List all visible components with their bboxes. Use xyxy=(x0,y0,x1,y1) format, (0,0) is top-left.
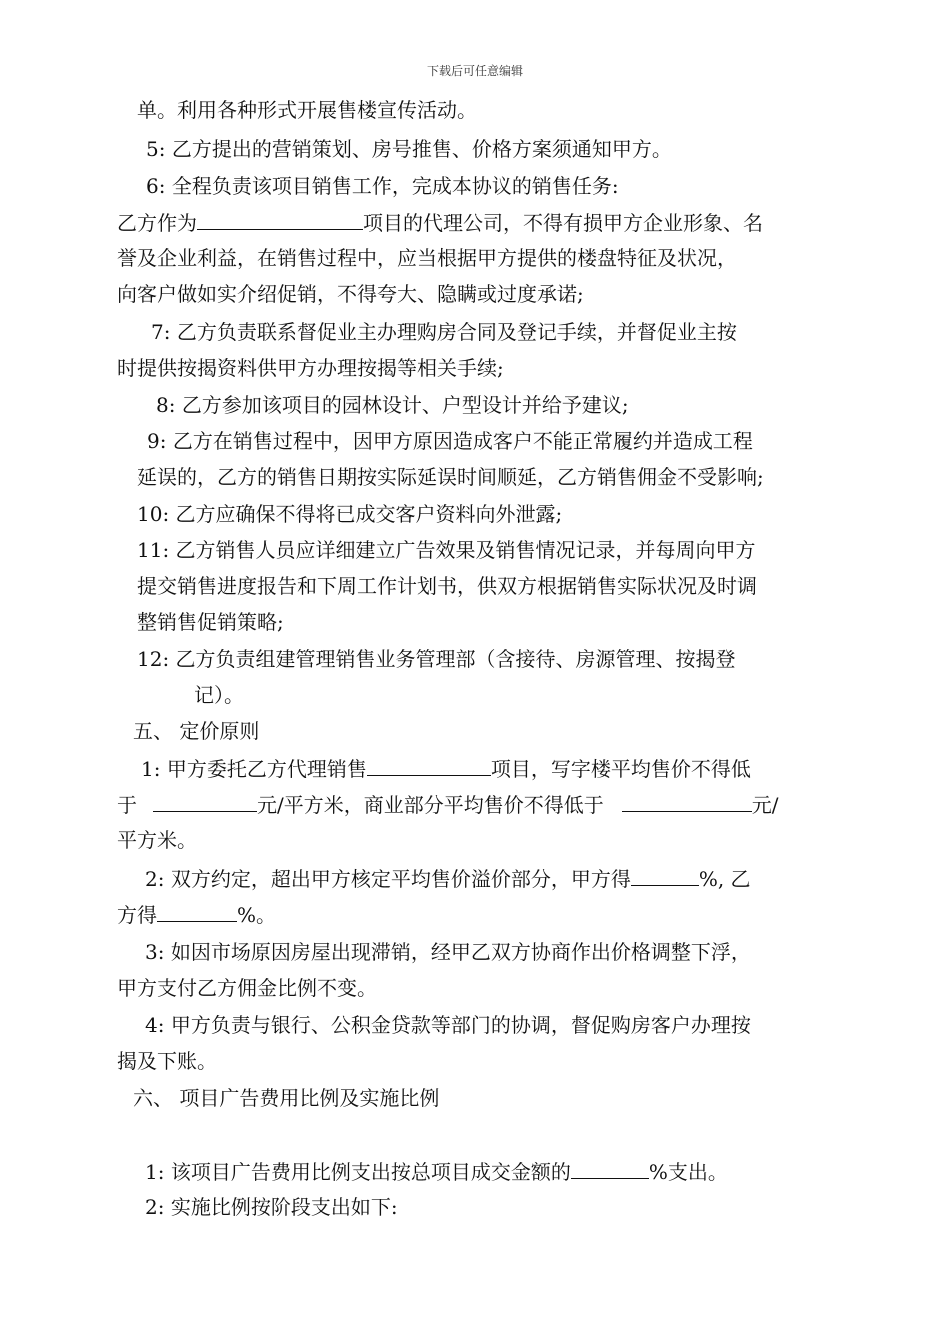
party-a-share-blank xyxy=(631,866,699,886)
pricing-clause-2 xyxy=(145,866,751,891)
text-line: 时提供按揭资料供甲方办理按揭等相关手续; xyxy=(117,356,504,380)
text-line xyxy=(117,210,763,235)
text-line: 单。利用各种形式开展售楼宣传活动。 xyxy=(137,98,477,122)
text-segment: 元/平方米，商业部分平均售价不得低于 xyxy=(257,793,604,817)
clause-12: 12: 乙方负责组建管理销售业务管理部（含接待、房源管理、按揭登 xyxy=(137,647,736,671)
pricing-clause-3: 3: 如因市场原因房屋出现滞销，经甲乙双方协商作出价格调整下浮， xyxy=(145,940,751,964)
text-segment: 乙方作为 xyxy=(117,211,197,235)
project-name-blank xyxy=(197,210,363,230)
ad-ratio-blank xyxy=(571,1159,649,1179)
pricing-clause-1 xyxy=(141,756,751,781)
text-line: 平方米。 xyxy=(117,828,197,852)
pricing-clause-4: 4: 甲方负责与银行、公积金贷款等部门的协调，督促购房客户办理按 xyxy=(145,1013,751,1037)
text-line: 延误的，乙方的销售日期按实际延误时间顺延，乙方销售佣金不受影响; xyxy=(137,465,764,489)
text-line: 揭及下账。 xyxy=(117,1049,217,1073)
text-segment: 1: 甲方委托乙方代理销售 xyxy=(141,757,367,781)
clause-7: 7: 乙方负责联系督促业主办理购房合同及登记手续，并督促业主按 xyxy=(151,320,737,344)
text-segment: 1: 该项目广告费用比例支出按总项目成交金额的 xyxy=(145,1160,571,1184)
text-line: 誉及企业利益，在销售过程中，应当根据甲方提供的楼盘特征及状况， xyxy=(117,246,737,270)
clause-5: 5: 乙方提出的营销策划、房号推售、价格方案须通知甲方。 xyxy=(146,137,672,161)
clause-8: 8: 乙方参加该项目的园林设计、户型设计并给予建议; xyxy=(156,393,629,417)
commercial-price-blank xyxy=(622,792,752,812)
text-line: 提交销售进度报告和下周工作计划书，供双方根据销售实际状况及时调 xyxy=(137,574,757,598)
text-segment: %, 乙 xyxy=(698,867,751,891)
page-header: 下载后可任意编辑 xyxy=(426,64,523,78)
text-line: 记）。 xyxy=(194,683,244,707)
text-line xyxy=(117,902,276,927)
office-price-blank xyxy=(153,792,257,812)
section-heading-6: 六、 项目广告费用比例及实施比例 xyxy=(133,1086,440,1110)
text-line xyxy=(117,792,779,817)
clause-9: 9: 乙方在销售过程中，因甲方原因造成客户不能正常履约并造成工程 xyxy=(147,429,753,453)
text-line: 向客户做如实介绍促销，不得夸大、隐瞒或过度承诺; xyxy=(117,282,584,306)
text-segment: 项目的代理公司，不得有损甲方企业形象、名 xyxy=(363,211,763,235)
text-line: 甲方支付乙方佣金比例不变。 xyxy=(117,976,377,1000)
text-segment: %。 xyxy=(237,903,277,927)
text-segment: 元/ xyxy=(751,793,779,817)
text-segment: 方得 xyxy=(117,903,157,927)
text-segment: %支出。 xyxy=(648,1160,728,1184)
project-name-blank xyxy=(367,756,491,776)
clause-10: 10: 乙方应确保不得将已成交客户资料向外泄露; xyxy=(137,502,563,526)
clause-6: 6: 全程负责该项目销售工作，完成本协议的销售任务: xyxy=(146,174,619,198)
text-line: 整销售促销策略; xyxy=(137,610,284,634)
text-segment: 项目，写字楼平均售价不得低 xyxy=(490,757,751,781)
clause-11: 11: 乙方销售人员应详细建立广告效果及销售情况记录，并每周向甲方 xyxy=(137,538,756,562)
text-segment: 2: 双方约定，超出甲方核定平均售价溢价部分，甲方得 xyxy=(145,867,631,891)
text-segment: 于 xyxy=(117,793,137,817)
ad-clause-2: 2: 实施比例按阶段支出如下: xyxy=(145,1195,398,1219)
section-heading-5: 五、 定价原则 xyxy=(133,719,260,743)
ad-clause-1 xyxy=(145,1159,728,1184)
party-b-share-blank xyxy=(157,902,237,922)
